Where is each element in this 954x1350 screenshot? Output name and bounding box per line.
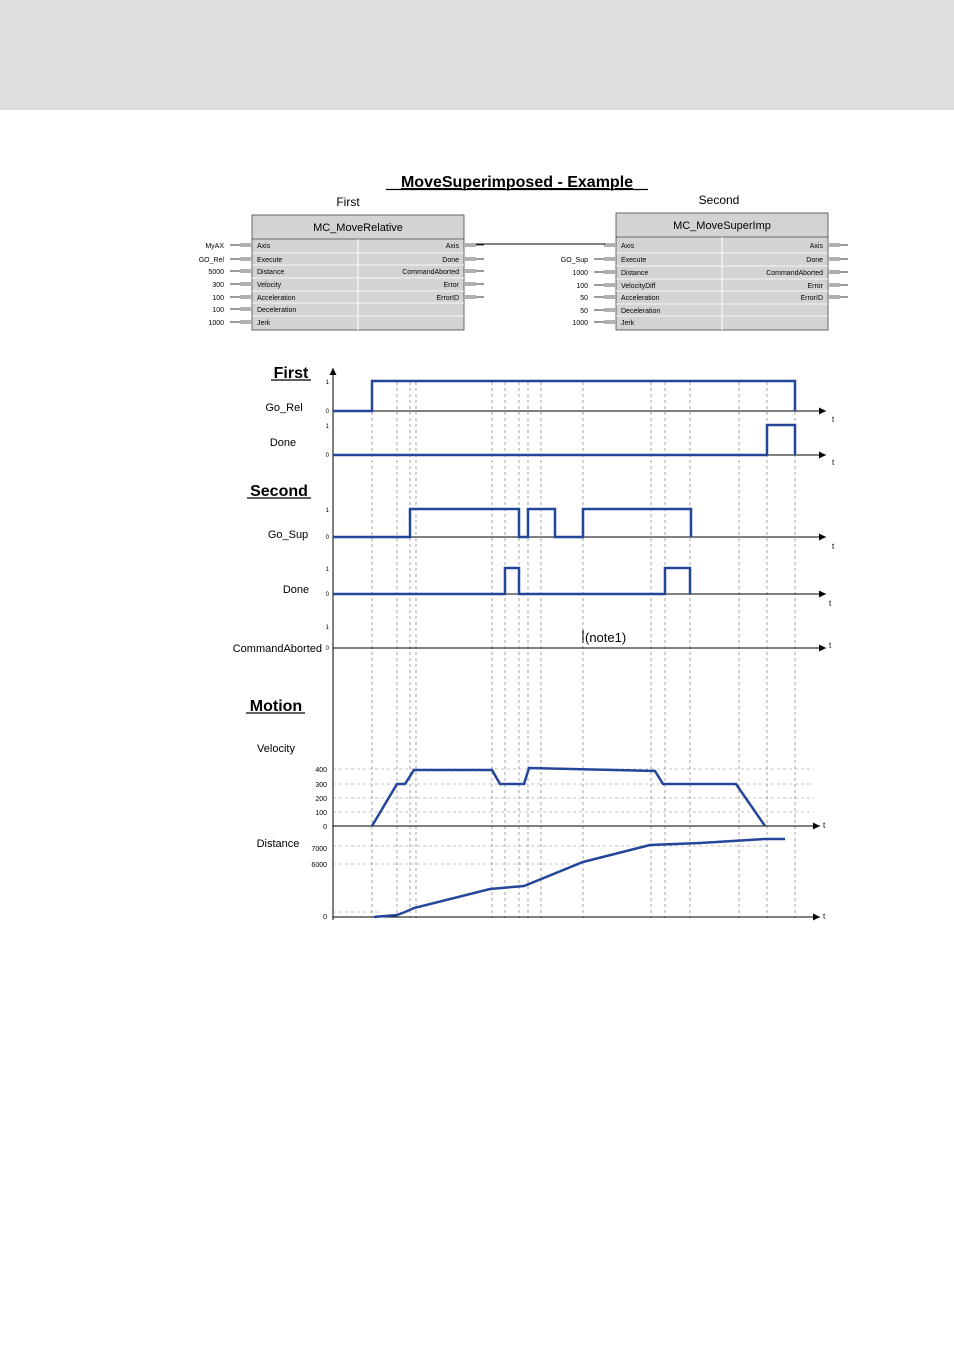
- distance-tick-label: 7000: [311, 846, 327, 853]
- second-input-var: 1000: [572, 320, 588, 327]
- first-output-stub: [464, 282, 476, 286]
- diagram-title: MoveSuperimposed - Example: [400, 174, 634, 191]
- second-input-stub: [604, 308, 616, 312]
- command-aborted-time-label: t: [829, 641, 832, 650]
- done-first-time-label: t: [832, 458, 835, 467]
- second-block-name: MC_MoveSuperImp: [673, 220, 771, 232]
- second-output-stub: [828, 270, 840, 274]
- first-output-pin: ErrorID: [436, 295, 459, 302]
- second-input-stub: [604, 320, 616, 324]
- velocity-trace: [372, 768, 765, 826]
- signal-label-velocity: Velocity: [257, 743, 295, 755]
- go-rel-time-label: t: [832, 415, 835, 424]
- second-input-pin: Execute: [621, 257, 647, 264]
- second-input-stub: [604, 295, 616, 299]
- first-input-var: 1000: [208, 320, 224, 327]
- distance-tick-label: 6000: [311, 862, 327, 869]
- go-sup-level-high: 1: [325, 508, 329, 514]
- second-input-pin: Distance: [621, 270, 649, 277]
- function-block-first: [199, 195, 484, 330]
- command-aborted-level-high: 1: [325, 625, 329, 631]
- second-output-stub: [828, 243, 840, 247]
- first-output-pin: Done: [442, 257, 459, 264]
- signal-label-done-second: Done: [282, 584, 310, 596]
- velocity-tick-label: 300: [315, 782, 327, 789]
- second-output-pin: ErrorID: [800, 295, 823, 302]
- section-second-header: Second: [250, 483, 308, 500]
- second-input-pin: Jerk: [621, 320, 635, 327]
- second-input-stub: [604, 270, 616, 274]
- note-label: (note1): [585, 630, 627, 645]
- velocity-tick-label: 400: [315, 767, 327, 774]
- velocity-tick-label: 200: [315, 796, 327, 803]
- first-input-var: 100: [212, 307, 224, 314]
- distance-trace: [374, 839, 785, 917]
- first-input-stub: [240, 243, 252, 247]
- section-first-header: First: [273, 365, 309, 382]
- second-input-var: 50: [580, 308, 588, 315]
- first-input-pin: Jerk: [257, 320, 271, 327]
- distance-tick-label: 0: [323, 914, 327, 921]
- done-first-level-low: 0: [325, 453, 329, 459]
- command-aborted-level-low: 0: [325, 646, 329, 652]
- first-output-stub: [464, 257, 476, 261]
- first-input-stub: [240, 269, 252, 273]
- second-output-pin: Axis: [809, 243, 823, 250]
- section-motion-header: Motion: [249, 698, 303, 715]
- first-input-stub: [240, 320, 252, 324]
- first-instance-label: First: [336, 195, 360, 209]
- first-input-stub: [240, 295, 252, 299]
- first-input-pin: Velocity: [257, 282, 282, 289]
- first-output-stub: [464, 269, 476, 273]
- first-input-stub: [240, 257, 252, 261]
- second-output-pin: CommandAborted: [766, 270, 823, 277]
- second-input-var: 50: [580, 295, 588, 302]
- timing-chart: [311, 368, 835, 921]
- first-output-pin: Error: [443, 282, 459, 289]
- first-input-pin: Acceleration: [257, 295, 296, 302]
- second-instance-label: Second: [698, 193, 740, 207]
- signal-label-go-rel: Go_Rel: [265, 402, 303, 414]
- go-sup-level-low: 0: [325, 535, 329, 541]
- second-input-pin: Deceleration: [621, 308, 661, 315]
- done-first-trace: [333, 425, 795, 455]
- second-input-stub: [604, 283, 616, 287]
- first-input-var: 5000: [208, 269, 224, 276]
- first-input-var: GO_Rel: [198, 257, 224, 264]
- first-input-pin: Axis: [257, 243, 271, 250]
- second-input-stub: [604, 257, 616, 261]
- first-input-pin: Deceleration: [257, 307, 297, 314]
- signal-label-go-sup: Go_Sup: [267, 529, 309, 541]
- second-output-pin: Done: [806, 257, 823, 264]
- first-input-var: 300: [212, 282, 224, 289]
- second-output-stub: [828, 257, 840, 261]
- go-sup-trace: [333, 509, 691, 537]
- second-output-stub: [828, 283, 840, 287]
- second-input-pin: Acceleration: [621, 295, 660, 302]
- second-input-pin: VelocityDiff: [621, 283, 656, 290]
- first-output-stub: [464, 295, 476, 299]
- first-input-stub: [240, 307, 252, 311]
- first-input-var: 100: [212, 295, 224, 302]
- go-rel-level-high: 1: [325, 380, 329, 386]
- velocity-time-label: t: [823, 821, 826, 830]
- first-input-pin: Execute: [257, 257, 283, 264]
- first-input-pin: Distance: [257, 269, 285, 276]
- go-rel-level-low: 0: [325, 409, 329, 415]
- second-input-stub: [604, 243, 616, 247]
- go-sup-time-label: t: [832, 542, 835, 551]
- velocity-tick-label: 100: [315, 810, 327, 817]
- second-input-var: 1000: [572, 270, 588, 277]
- done-second-level-high: 1: [325, 567, 329, 573]
- function-block-second: [561, 193, 848, 330]
- velocity-tick-label: 0: [323, 824, 327, 831]
- distance-time-label: t: [823, 912, 826, 921]
- second-output-pin: Error: [807, 283, 823, 290]
- done-second-time-label: t: [829, 599, 832, 608]
- first-output-pin: Axis: [445, 243, 459, 250]
- second-input-var: 100: [576, 283, 588, 290]
- second-input-var: GO_Sup: [560, 257, 588, 264]
- second-input-pin: Axis: [621, 243, 635, 250]
- done-first-level-high: 1: [325, 424, 329, 430]
- signal-label-done-first: Done: [269, 437, 297, 449]
- go-rel-trace: [333, 381, 795, 411]
- first-block-name: MC_MoveRelative: [313, 222, 403, 234]
- first-input-stub: [240, 282, 252, 286]
- second-output-stub: [828, 295, 840, 299]
- done-second-trace: [333, 568, 690, 594]
- signal-label-distance: Distance: [256, 838, 300, 850]
- signal-label-command-aborted: CommandAborted: [232, 643, 322, 655]
- first-output-stub: [464, 243, 476, 247]
- first-output-pin: CommandAborted: [402, 269, 459, 276]
- done-second-level-low: 0: [325, 592, 329, 598]
- first-input-var: MyAX: [205, 243, 224, 250]
